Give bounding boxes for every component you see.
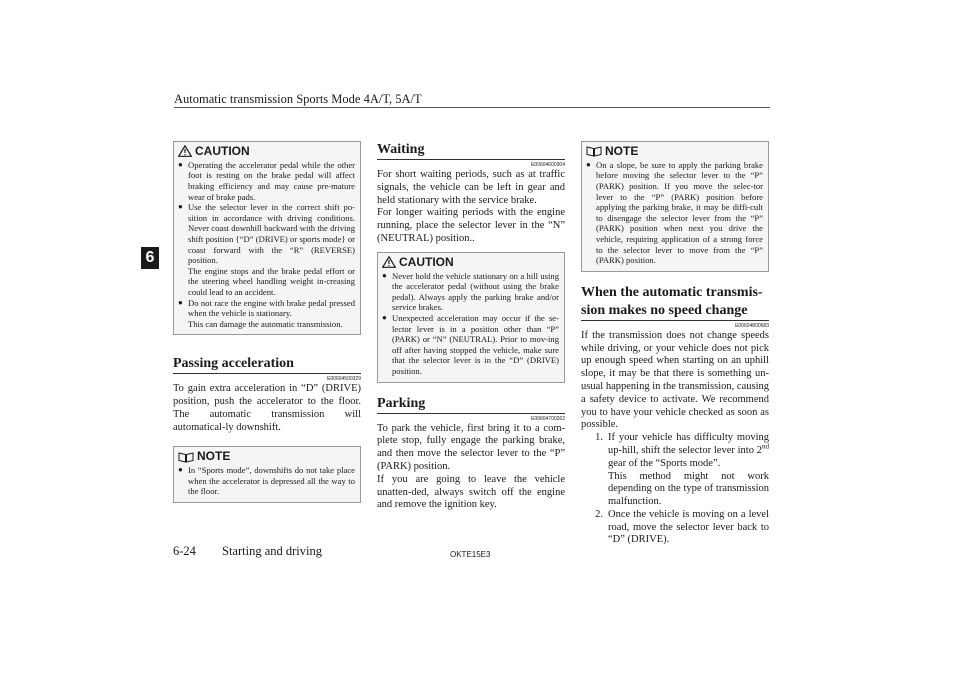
caution-text: The engine stops and the brake pedal effort or the steering wheel handling weight in-creasing could lead to an accident. (188, 265, 355, 297)
section-body: For longer waiting periods with the engine running, place the selector lever in the “N” (NEUTRAL) position.. (377, 207, 565, 244)
bullet-icon: ● (586, 159, 591, 169)
caution-item (382, 313, 559, 377)
caution-box (377, 252, 565, 383)
caution-item (382, 271, 559, 313)
document-code: OKTE15E3 (450, 550, 491, 559)
section-heading (173, 355, 361, 374)
caution-item (178, 160, 355, 202)
section-title: Parking (377, 395, 426, 411)
note-item (178, 465, 355, 497)
steps-list (581, 432, 769, 547)
caution-label: CAUTION (399, 254, 454, 269)
note-box (173, 446, 361, 503)
caution-item (178, 202, 355, 297)
caution-text: Do not race the engine with brake pedal pressed when the vehicle is stationary. (188, 297, 355, 319)
note-label: NOTE (605, 144, 639, 158)
caution-label: CAUTION (195, 144, 250, 158)
step-item (581, 432, 769, 509)
note-item (586, 160, 763, 266)
column-2 (377, 141, 565, 518)
caution-text: This can damage the automatic transmission. (188, 318, 343, 329)
note-text: In “Sports mode”, downshifts do not take place when the accelerator is depressed all the way to the floor. (188, 465, 355, 497)
chapter-tab: 6 (141, 247, 159, 269)
section-code: E00604800683 (735, 322, 769, 329)
step-text: If your vehicle has difficulty moving up-hill, shift the selector lever into 2 (608, 432, 769, 456)
section-heading (581, 284, 769, 321)
caution-text: Operating the accelerator pedal while the other foot is resting on the brake pedal will affect braking efficiency and may cause pre-mature wear of brake pads. (188, 159, 355, 202)
bullet-icon: ● (382, 270, 387, 280)
caution-text: Unexpected acceleration may occur if the se-lector lever is in a position other than “P” (PARK) or “N” (NEUTRAL). Prior to mov-ing off after having stopped the vehicle, make sure that the selector lever is in the “D” (DRIVE) position. (392, 312, 559, 376)
section-body: To park the vehicle, first bring it to a com-plete stop, fully engage the parking brake, and then move the selector lever to the “P” (PARK) position. (377, 422, 565, 472)
section-body: To gain extra acceleration in “D” (DRIVE) position, push the accelerator to the floor. The automatic transmission will automatical-ly downshift. (173, 383, 361, 433)
section-code: E00604700262 (531, 415, 565, 422)
bullet-icon: ● (178, 159, 183, 169)
note-book-icon (586, 145, 602, 157)
section-body: If the transmission does not change speeds while driving, or your vehicle does not pick up enough speed when starting on an uphill slope, it may be that there is something un-usual happening in the transmission, causing a safety device to activate. We recommend you to have your vehicle checked as soon as possible. (581, 329, 769, 431)
section-title: Passing acceleration (173, 356, 294, 372)
section-title: sion makes no speed change (581, 302, 748, 318)
column-3 (581, 141, 769, 547)
step-item (581, 509, 769, 547)
running-header: Automatic transmission Sports Mode 4A/T, 5A/T (174, 92, 422, 106)
note-text: On a slope, be sure to apply the parking brake before moving the selector lever to the “P” (PARK) position. If you move the selec-tor lever to the “P” (PARK) position before applying the parking brake, it may be diffi-cult to disengage the selector lever from the “P” (PARK) position when next you drive the vehicle, requiring application of a strong force to the selector lever to move from the “P” (PARK) position. (596, 159, 763, 266)
caution-text: Use the selector lever in the correct shift po-sition in accordance with driving conditions. Never coast downhill backward with the driving shift position {“D” (DRIVE) or sports mode} or coast forward with the “R” (REVERSE) position. (188, 202, 355, 266)
section-code: E00604600304 (531, 162, 565, 168)
note-label: NOTE (197, 449, 231, 464)
caution-item (178, 298, 355, 330)
section-code: E00604500329 (327, 376, 361, 383)
bullet-icon: ● (178, 202, 183, 212)
step-sup: nd (762, 442, 769, 451)
section-heading (377, 141, 565, 160)
note-box (581, 141, 769, 272)
column-1 (173, 141, 361, 513)
section-title: When the automatic transmis- (581, 284, 763, 300)
step-text: Once the vehicle is moving on a level road, move the selector lever back to “D” (DRIVE). (608, 508, 769, 546)
bullet-icon: ● (178, 297, 183, 307)
step-number: 2. (595, 508, 603, 520)
section-body: If you are going to leave the vehicle unatten-ded, always switch off the engine and remove the ignition key. (377, 473, 565, 511)
bullet-icon: ● (178, 465, 183, 475)
section-heading (377, 395, 565, 414)
caution-text: Never hold the vehicle stationary on a hill using the accelerator pedal (without using the brake pedal). Always apply the parking brake and/or service brakes. (392, 270, 559, 313)
caution-box (173, 141, 361, 335)
header-rule (174, 107, 770, 108)
note-book-icon (178, 451, 194, 463)
step-text: gear of the “Sports mode”. (608, 457, 721, 469)
warning-triangle-icon (382, 256, 396, 268)
warning-triangle-icon (178, 145, 192, 157)
step-number: 1. (595, 432, 603, 444)
step-text: This method might not work depending on the type of transmission malfunction. (608, 470, 769, 508)
section-body: For short waiting periods, such as at traffic signals, the vehicle can be left in gear and held stationary with the service brake. (377, 169, 565, 206)
section-title: Waiting (377, 142, 425, 157)
bullet-icon: ● (382, 312, 387, 322)
footer-title: Starting and driving (222, 544, 322, 558)
page-number: 6-24 (173, 544, 196, 558)
